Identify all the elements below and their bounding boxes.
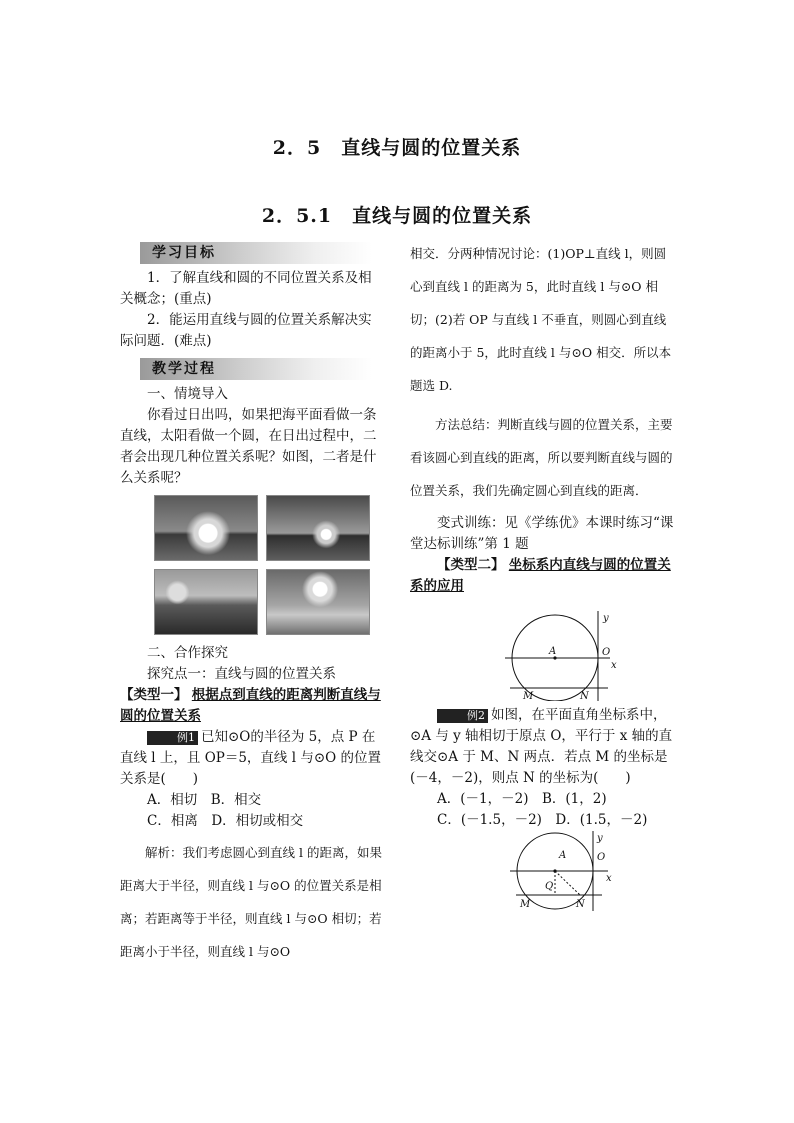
label-x: x [606, 873, 612, 884]
type-2-heading [410, 555, 676, 597]
figure-1-circle-diagram [410, 611, 676, 701]
example-1-option-ab: A．相切 B．相交 [147, 792, 262, 808]
page-title: 2．5 直线与圆的位置关系 [272, 137, 522, 159]
example-1-tag: 例1 [147, 731, 198, 745]
explore-point-1: 探究点一：直线与圆的位置关系 [147, 666, 336, 682]
label-y: y [597, 833, 603, 844]
section-intro-heading: 一、情境导入 [147, 386, 228, 402]
intro-paragraph: 你看过日出吗，如果把海平面看做一条直线，太阳看做一个圆，在日出过程中，二者会出现几种位置关系呢？如图，二者是什么关系呢？ [120, 407, 377, 486]
teaching-process-banner: 教学过程 [140, 358, 372, 380]
figure-2-circle-diagram [410, 831, 676, 911]
sunrise-photo [266, 569, 370, 635]
type-1-heading [120, 685, 384, 727]
method-summary: 方法总结：判断直线与圆的位置关系，主要看该圆心到直线的距离，所以要判断直线与圆的位置关系，我们先确定圆心到直线的距离． [410, 417, 673, 498]
label-a: A [549, 646, 557, 657]
label-y: y [603, 613, 609, 624]
sunrise-photo [154, 569, 258, 635]
section-explore-heading: 二、合作探究 [147, 645, 228, 661]
label-o: O [597, 852, 606, 863]
type-2-title: 坐标系内直线与圆的位置关系的应用 [410, 557, 671, 594]
right-column [410, 240, 676, 911]
left-column [120, 240, 384, 968]
learning-goals-banner: 学习目标 [140, 242, 372, 264]
example-2 [410, 705, 676, 789]
example-1-option-cd: C．相离 D．相切或相交 [147, 813, 304, 829]
example-2-option-ab: A．(－1，－2) B．(1，2) [437, 791, 607, 807]
center-point-a [553, 869, 556, 872]
label-n: N [580, 691, 589, 701]
example-1-text: 已知⊙O的半径为 5，点 P 在直线 l 上，且 OP＝5，直线 l 与⊙O 的位置关系是( ) [120, 729, 382, 787]
label-q: Q [545, 881, 554, 892]
solution-1-part-1: 解析：我们考虑圆心到直线 l 的距离，如果距离大于半径，则直线 l 与⊙O 的位置关系是相离；若距离等于半径，则直线 l 与⊙O 相切；若距离小于半径，则直线 l 与⊙O [120, 845, 382, 959]
label-a: A [559, 850, 567, 861]
label-m: M [520, 899, 531, 910]
example-2-text: 如图，在平面直角坐标系中，⊙A 与 y 轴相切于原点 O，平行于 x 轴的直线交⊙A 于 M、N 两点．若点 M 的坐标是(－4，－2)，则点 N 的坐标为( ) [410, 707, 673, 786]
example-1 [120, 727, 384, 790]
sunrise-photo [154, 495, 258, 561]
label-o: O [602, 647, 611, 658]
goal-1: 1．了解直线和圆的不同位置关系及相关概念；(重点) [120, 270, 372, 307]
variant-training: 变式训练：见《学练优》本课时练习“课堂达标训练”第 1 题 [410, 515, 674, 552]
example-2-tag: 例2 [437, 709, 488, 723]
type-1-title: 根据点到直线的距离判断直线与圆的位置关系 [120, 687, 381, 724]
label-n: N [576, 899, 585, 910]
sunrise-photo-grid [154, 495, 384, 635]
goal-2: 2．能运用直线与圆的位置关系解决实际问题．(难点) [120, 312, 372, 349]
label-m: M [523, 691, 534, 701]
sunrise-photo [266, 495, 370, 561]
label-x: x [611, 660, 617, 671]
example-2-option-cd: C．(－1.5，－2) D．(1.5，－2) [437, 812, 648, 828]
solution-1-part-2: 相交．分两种情况讨论：(1)OP⊥直线 l，则圆心到直线 l 的距离为 5，此时直线 l 与⊙O 相切；(2)若 OP 与直线 l 不垂直，则圆心到直线的距离小于 5，此时直线 l 与⊙O 相交．所以本题选 D. [410, 246, 672, 393]
segment-an [555, 871, 580, 895]
type-2-bracket: 【类型二】 [437, 557, 505, 573]
section-title: 2．5.1 直线与圆的位置关系 [261, 205, 533, 227]
type-1-bracket: 【类型一】 [120, 687, 188, 703]
